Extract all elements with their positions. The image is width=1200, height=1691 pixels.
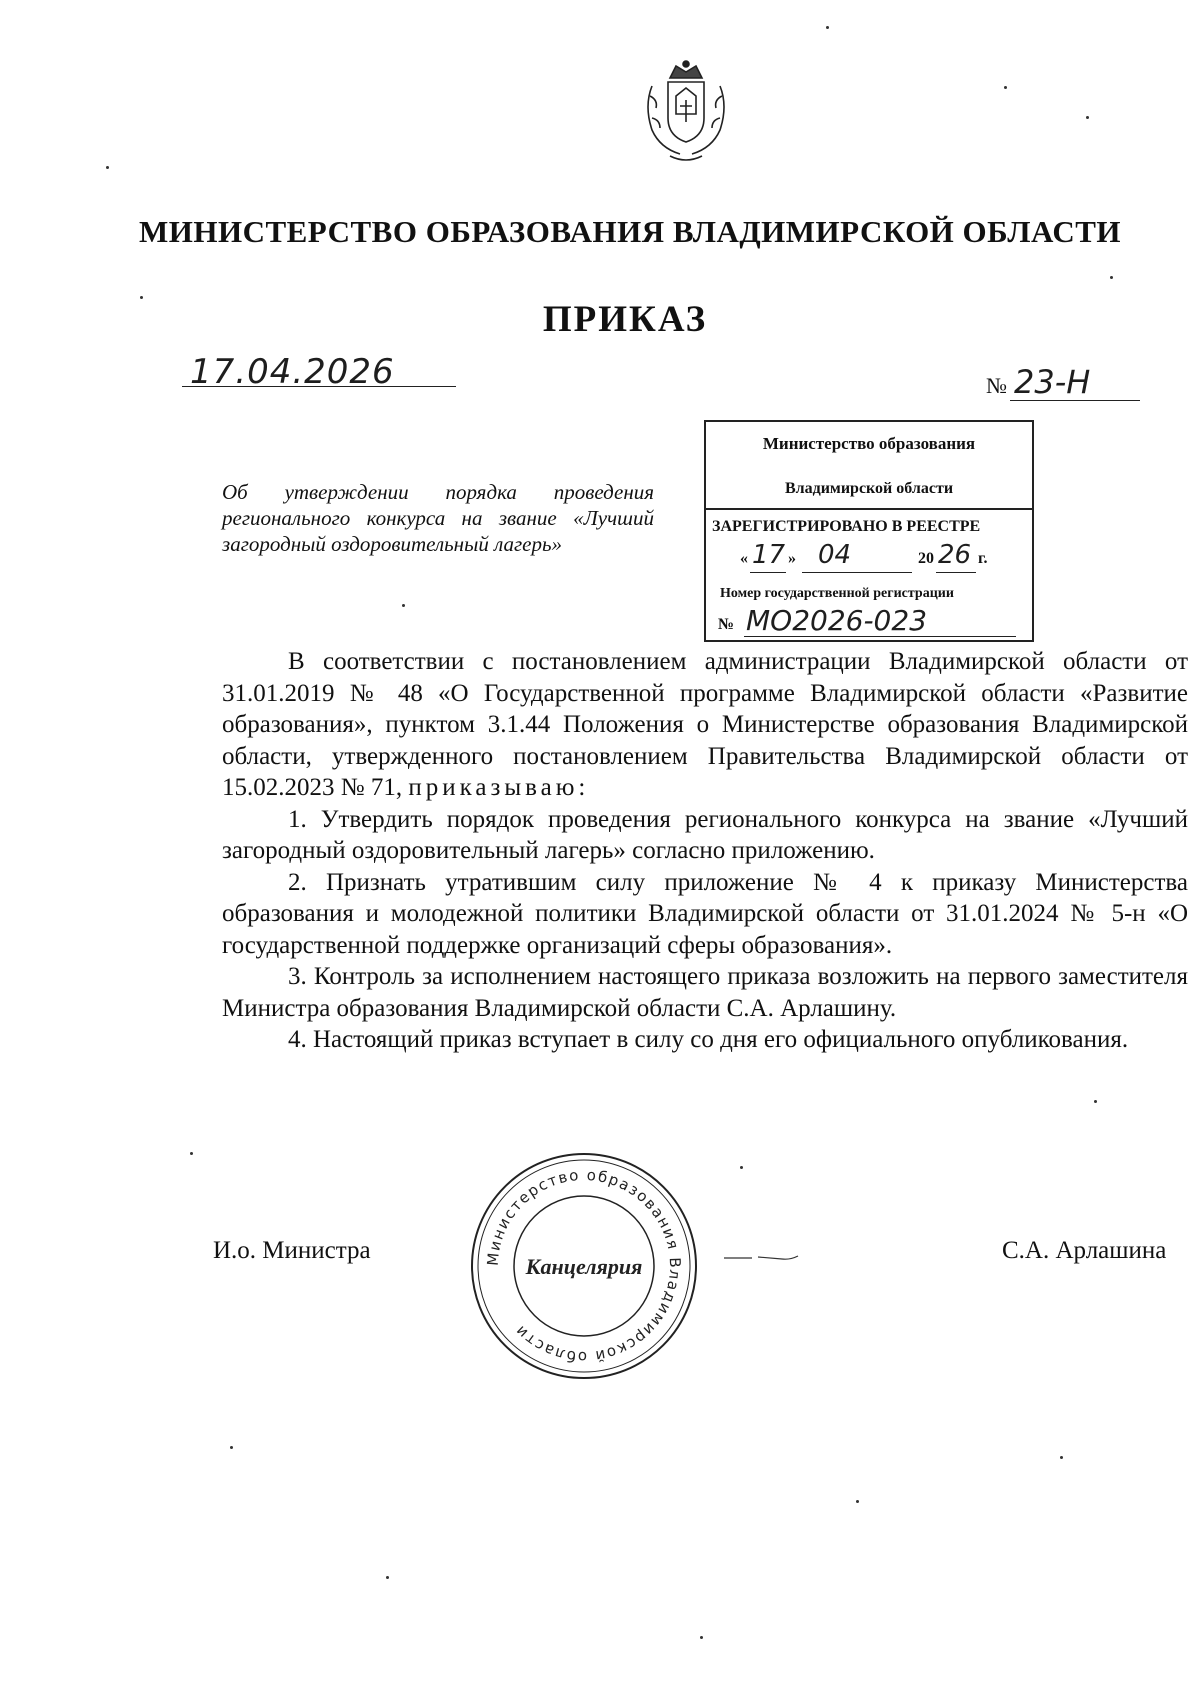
scan-speck <box>230 1446 233 1449</box>
scan-speck <box>1086 116 1089 119</box>
scan-speck <box>190 1152 193 1155</box>
stamp-open-quote: « <box>740 550 748 567</box>
coat-of-arms-icon <box>640 56 732 168</box>
date-underline <box>182 386 456 387</box>
scan-speck <box>1060 1456 1063 1459</box>
ministry-title: МИНИСТЕРСТВО ОБРАЗОВАНИЯ ВЛАДИМИРСКОЙ ОБЛАСТИ <box>138 214 1122 249</box>
order-word: приказываю: <box>408 774 590 801</box>
scan-speck <box>1110 276 1113 279</box>
document-type-title: ПРИКАЗ <box>542 299 708 340</box>
round-seal-icon <box>466 1148 702 1384</box>
stamp-day-underline <box>750 572 786 573</box>
item-2: 2. Признать утратившим силу приложение № 4 к приказу Министерства образования и молодежной политики Владимирской области от 31.01.2024 № 5-н «О государственной поддержке организаций сферы образования». <box>222 868 1188 959</box>
order-date: 17.04.2026 <box>190 352 395 392</box>
number-underline <box>1010 400 1140 401</box>
scan-speck <box>856 1500 859 1503</box>
scan-speck <box>1094 1100 1097 1103</box>
scan-speck <box>402 604 405 607</box>
stamp-reg-number-row <box>718 604 1018 638</box>
stamp-separator <box>706 508 1032 510</box>
scan-speck <box>740 1166 743 1169</box>
signature-scribble <box>722 1250 802 1264</box>
stamp-reg-number-label: Номер государственной регистрации <box>720 586 954 601</box>
stamp-day: 17 <box>752 540 786 570</box>
stamp-month: 04 <box>818 540 852 570</box>
item-3: 3. Контроль за исполнением настоящего приказа возложить на первого заместителя Министра образования Владимирской области С.А. Арлашину. <box>222 963 1188 1022</box>
stamp-year-label: г. <box>978 550 988 567</box>
scan-speck <box>140 296 143 299</box>
scan-speck <box>700 1636 703 1639</box>
stamp-reg-number-underline <box>744 636 1016 637</box>
stamp-year-underline <box>936 572 976 573</box>
scan-speck <box>386 1576 389 1579</box>
stamp-reg-number-prefix: № <box>718 616 735 633</box>
stamp-month-underline <box>802 572 912 573</box>
stamp-year-suffix: 26 <box>938 540 972 570</box>
order-number-label: № <box>986 373 1007 398</box>
item-1: 1. Утвердить порядок проведения регионального конкурса на звание «Лучший загородный оздоровительный лагерь» согласно приложению. <box>222 805 1188 864</box>
stamp-year-prefix: 20 <box>918 550 934 567</box>
preamble-paragraph <box>222 646 1188 804</box>
order-body <box>222 646 1188 1056</box>
item-4: 4. Настоящий приказ вступает в силу со дня его официального опубликования. <box>288 1026 1129 1053</box>
stamp-org-line1: Министерство образования <box>762 434 976 453</box>
registration-stamp <box>704 420 1034 642</box>
stamp-date-row <box>706 542 1032 578</box>
order-subject: Об утверждении порядка проведения регионального конкурса на звание «Лучший загородный оздоровительный лагерь» <box>222 480 654 556</box>
seal-outer-text: Министерство образования Владимирской области <box>483 1165 685 1367</box>
order-number: 23-Н <box>1014 363 1091 401</box>
signer-name: С.А. Арлашина <box>1002 1237 1167 1264</box>
stamp-close-quote: » <box>788 550 796 567</box>
stamp-registered: ЗАРЕГИСТРИРОВАНО В РЕЕСТРЕ <box>712 518 981 535</box>
seal-center-text: Канцелярия <box>525 1254 643 1279</box>
scan-speck <box>1004 86 1007 89</box>
preamble-text: В соответствии с постановлением администрации Владимирской области от 31.01.2019 № 48 «О Государственной программе Владимирской области «Развитие образования», пунктом 3.1.44 Положения о Министерстве образования Владимирской области, утвержденного постановлением Правительства Владимирской области от 15.02.2023 № 71, <box>222 648 1188 801</box>
scan-speck <box>106 166 109 169</box>
signer-position: И.о. Министра <box>213 1237 371 1264</box>
stamp-reg-number: МО2026-023 <box>746 604 928 637</box>
scan-speck <box>826 26 829 29</box>
stamp-org-line2: Владимирской области <box>784 480 954 497</box>
